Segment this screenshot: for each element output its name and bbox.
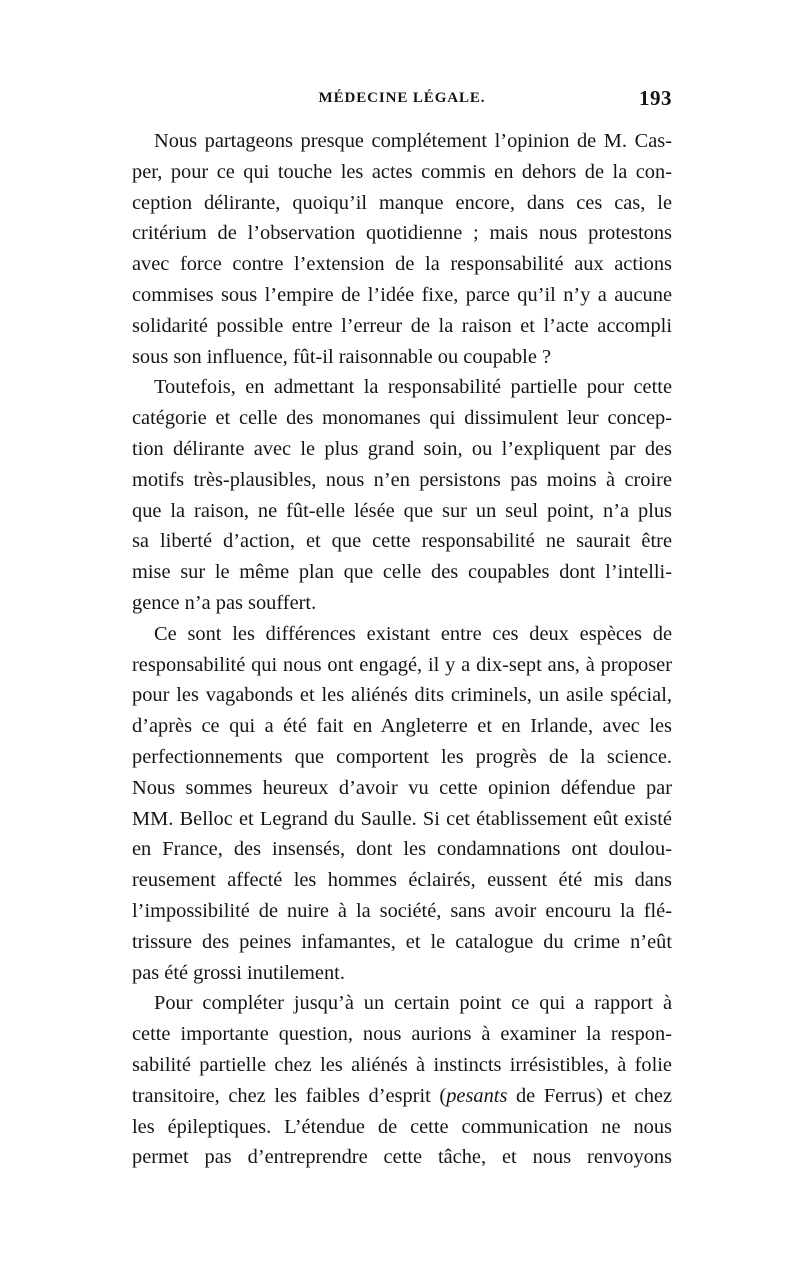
text-line: gence n’a pas souffert. (132, 591, 317, 614)
text-line: trissure des peines infamantes, et le catalogue du crime n’eût (132, 930, 672, 953)
text-line: Nous partageons presque complétement l’opinion de M. Cas- (154, 130, 672, 152)
text-line: Ce sont les différences existant entre ces deux espèces de (154, 622, 672, 645)
text-line: Pour compléter jusqu’à un certain point ce qui a rapport à (154, 992, 672, 1015)
running-title: MÉDECINE LÉGALE. (318, 90, 486, 106)
text-line: sabilité partielle chez les aliénés à instincts irrésistibles, à folie (132, 1053, 672, 1076)
text-line: Toutefois, en admettant la responsabilité partielle pour cette (154, 376, 672, 399)
text-line: l’impossibilité de nuire à la société, sans avoir encouru la flé- (132, 899, 672, 922)
text-line: que la raison, ne fût-elle lésée que sur un seul point, n’a plus (132, 499, 672, 522)
text-line: avec force contre l’extension de la responsabilité aux actions (132, 253, 672, 276)
page-number: 193 (639, 86, 672, 110)
text-line: sa liberté d’action, et que cette responsabilité ne saurait être (132, 530, 672, 553)
text-line: tion délirante avec le plus grand soin, ou l’expliquent par des (132, 437, 672, 460)
text-line: commises sous l’empire de l’idée fixe, parce qu’il n’y a aucune (132, 283, 672, 306)
text-line: critérium de l’observation quotidienne ; mais nous protestons (132, 222, 672, 245)
text-line: mise sur le même plan que celle des coupables dont l’intelli- (132, 561, 672, 584)
text-line: ception délirante, quoiqu’il manque encore, dans ces cas, le (132, 191, 672, 214)
text-line: pour les vagabonds et les aliénés dits criminels, un asile spécial, (132, 684, 672, 707)
text-line: perfectionnements que comportent les progrès de la science. (132, 745, 672, 768)
text-line: motifs très-plausibles, nous n’en persistons pas moins à croire (132, 468, 672, 491)
italic-word: pesants (446, 1084, 508, 1107)
text-line: responsabilité qui nous ont engagé, il y a dix-sept ans, à proposer (132, 653, 672, 676)
text-line: cette importante question, nous aurions à examiner la respon- (132, 1023, 672, 1046)
text-line: permet pas d’entreprendre cette tâche, et nous renvoyons (132, 1146, 672, 1169)
running-head (132, 86, 672, 116)
text-line-with-italic (132, 1081, 672, 1112)
text-line: solidarité possible entre l’erreur de la raison et l’acte accompli (132, 314, 672, 337)
text-line: les épileptiques. L’étendue de cette communication ne nous (132, 1115, 672, 1138)
text-line: d’après ce qui a été fait en Angleterre et en Irlande, avec les (132, 715, 672, 738)
text-body (132, 126, 672, 1173)
text-line: en France, des insensés, dont les condamnations ont doulou- (132, 838, 672, 861)
text-line: pas été grossi inutilement. (132, 961, 345, 984)
text-segment: transitoire, chez les faibles d’esprit ( (132, 1084, 447, 1107)
text-line: reusement affecté les hommes éclairés, eussent été mis dans (132, 869, 672, 892)
text-line: catégorie et celle des monomanes qui dissimulent leur concep- (132, 407, 672, 430)
text-line: sous son influence, fût-il raisonnable ou coupable ? (132, 345, 552, 368)
text-line: MM. Belloc et Legrand du Saulle. Si cet établissement eût existé (132, 807, 672, 830)
text-segment: de Ferrus) et chez (507, 1084, 672, 1107)
text-line: Nous sommes heureux d’avoir vu cette opinion défendue par (132, 776, 672, 799)
text-line: per, pour ce qui touche les actes commis en dehors de la con- (132, 160, 672, 183)
